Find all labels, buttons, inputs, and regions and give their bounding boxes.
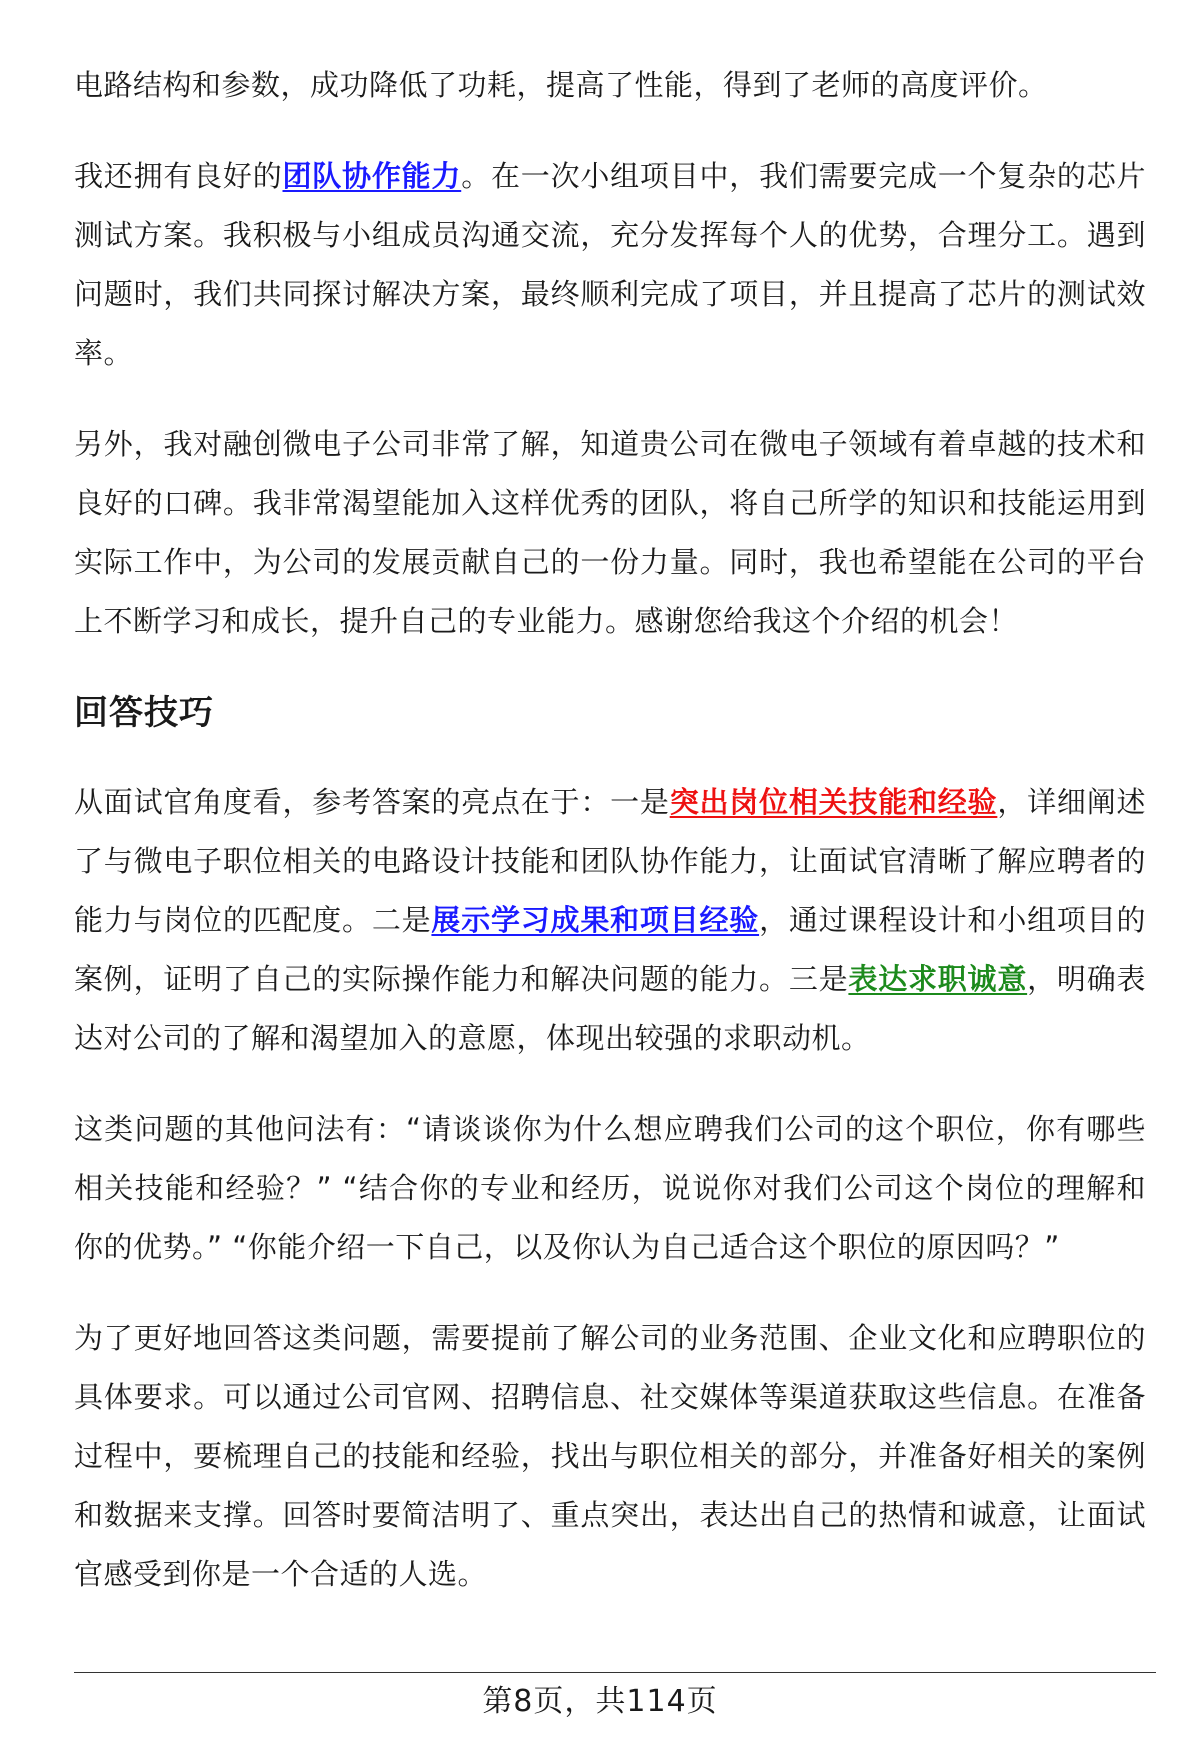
paragraph-company-interest: 另外，我对融创微电子公司非常了解，知道贵公司在微电子领域有着卓越的技术和良好的口碑。我非常渴望能加入这样优秀的团队，将自己所学的知识和技能运用到实际工作中，为公司的发展贡献自己的一份力量。同时，我也希望能在公司的平台上不断学习和成长，提升自己的专业能力。感谢您给我这个介绍的机会！ [74, 427, 1146, 638]
highlight-learning-projects: 展示学习成果和项目经验 [431, 903, 760, 937]
tips-text-2: ，详细阐述了与微电子职位相关的电路设计技能和团队协作能力，让面试官清晰了解应聘者的能力与岗位的匹配度。二是 [74, 785, 1146, 937]
page-number-footer: 第8页，共114页 [482, 1684, 718, 1719]
highlight-teamwork: 团队协作能力 [282, 159, 462, 193]
paragraph-teamwork [74, 147, 1146, 383]
highlight-skills-experience: 突出岗位相关技能和经验 [669, 785, 998, 819]
highlight-sincerity: 表达求职诚意 [848, 962, 1028, 996]
section-heading-answer-tips: 回答技巧 [74, 693, 214, 733]
footer-divider [74, 1672, 1156, 1673]
paragraph-preparation-advice: 为了更好地回答这类问题，需要提前了解公司的业务范围、企业文化和应聘职位的具体要求。可以通过公司官网、招聘信息、社交媒体等渠道获取这些信息。在准备过程中，要梳理自己的技能和经验，找出与职位相关的部分，并准备好相关的案例和数据来支撑。回答时要简洁明了、重点突出，表达出自己的热情和诚意，让面试官感受到你是一个合适的人选。 [74, 1321, 1146, 1591]
paragraph-circuit-design: 电路结构和参数，成功降低了功耗，提高了性能，得到了老师的高度评价。 [74, 68, 1048, 102]
tips-text-1: 从面试官角度看，参考答案的亮点在于：一是 [74, 785, 670, 819]
teamwork-text-after: 。在一次小组项目中，我们需要完成一个复杂的芯片测试方案。我积极与小组成员沟通交流，充分发挥每个人的优势，合理分工。遇到问题时，我们共同探讨解决方案，最终顺利完成了项目，并且提高了芯片的测试效率。 [74, 159, 1146, 370]
tips-text-3: ，通过课程设计和小组项目的案例，证明了自己的实际操作能力和解决问题的能力。三是 [74, 903, 1146, 996]
tips-text-4: ，明确表达对公司的了解和渴望加入的意愿，体现出较强的求职动机。 [74, 962, 1146, 1055]
paragraph-alternate-questions: 这类问题的其他问法有：“请谈谈你为什么想应聘我们公司的这个职位，你有哪些相关技能和经验？” “结合你的专业和经历，说说你对我们公司这个岗位的理解和你的优势。” “你能介绍一下自己，以及你认为自己适合这个职位的原因吗？” [74, 1112, 1146, 1264]
document-body [74, 56, 1146, 1636]
teamwork-text-before: 我还拥有良好的 [74, 159, 283, 193]
paragraph-interviewer-view [74, 773, 1146, 1068]
